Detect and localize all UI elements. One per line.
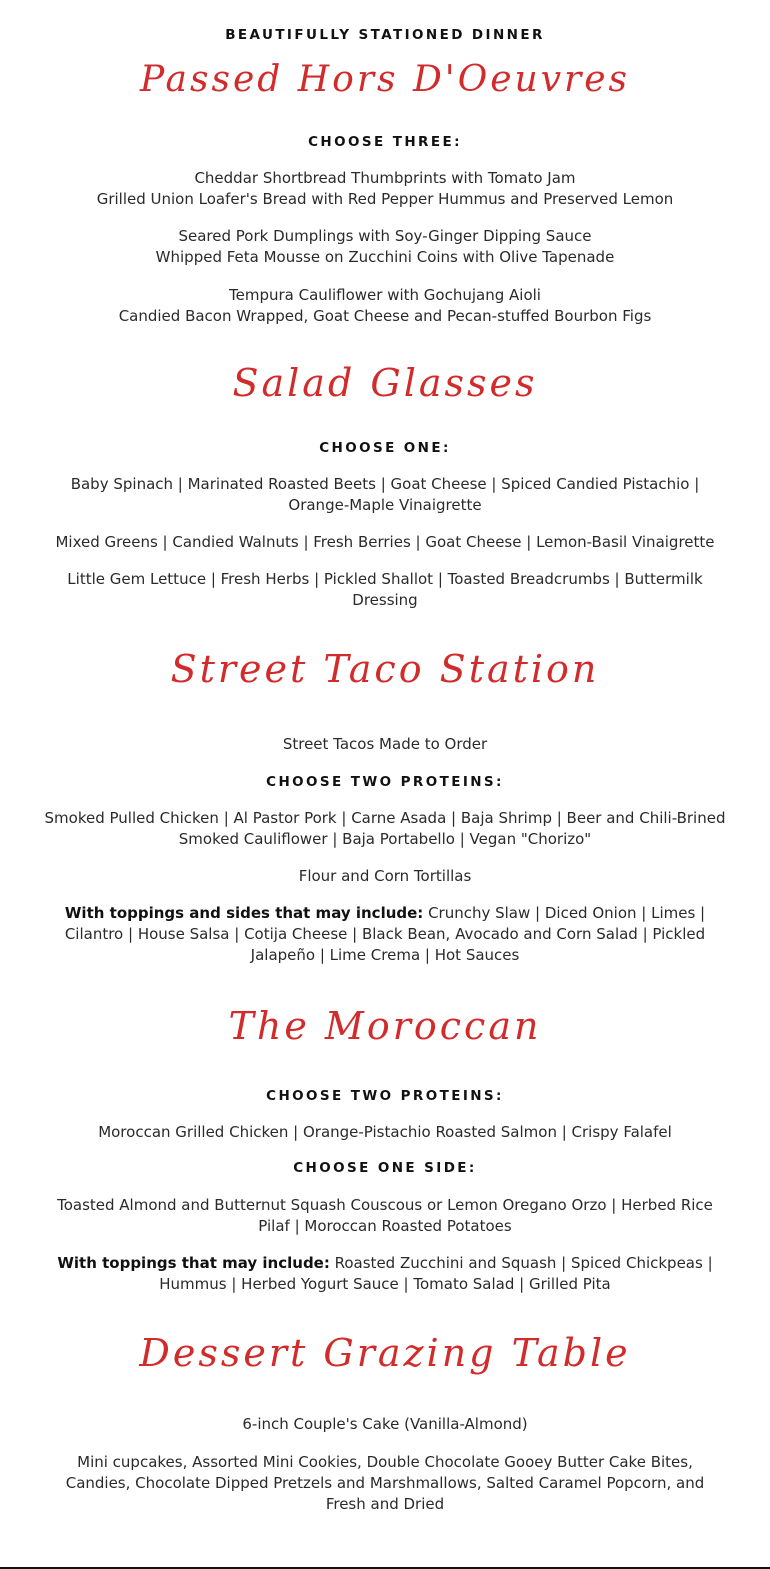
moroccan-toppings-list: Roasted Zucchini and Squash | Spiced Chickpeas | Hummus | Herbed Yogurt Sauce | Tomato Salad | Grilled Pita [159, 1253, 713, 1293]
hors-doeuvres-item: Whipped Feta Mousse on Zucchini Coins with Olive Tapenade [155, 247, 615, 266]
hors-doeuvres-item: Candied Bacon Wrapped, Goat Cheese and Pecan-stuffed Bourbon Figs [118, 306, 652, 325]
hors-doeuvres-item: Tempura Cauliflower with Gochujang Aioli [229, 285, 541, 304]
taco-toppings-list: Crunchy Slaw | Diced Onion | Limes | Cilantro | House Salsa | Cotija Cheese | Black Bean, Avocado and Corn Salad | Pickled Jalapeño | Lime Crema | Hot Sauces [64, 904, 706, 965]
salad-option-2: Mixed Greens | Candied Walnuts | Fresh Berries | Goat Cheese | Lemon-Basil Vinaigrette [55, 533, 715, 552]
taco-proteins: Smoked Pulled Chicken | Al Pastor Pork | Carne Asada | Baja Shrimp | Beer and Chili-Brined Smoked Cauliflower | Baja Portabello | Vegan "Chorizo" [44, 809, 726, 849]
section-title-salad: Salad Glasses [232, 360, 538, 405]
hors-doeuvres-group-3 [44, 285, 726, 327]
moroccan-proteins-label: CHOOSE TWO PROTEINS: [266, 1087, 504, 1104]
section-title-dessert: Dessert Grazing Table [139, 1330, 631, 1375]
moroccan-side-label: CHOOSE ONE SIDE: [293, 1159, 477, 1176]
hors-doeuvres-choose-label: CHOOSE THREE: [308, 133, 462, 150]
hors-doeuvres-group-1 [44, 168, 726, 210]
salad-option-1: Baby Spinach | Marinated Roasted Beets | Goat Cheese | Spiced Candied Pistachio | Orange-Maple Vinaigrette [70, 475, 700, 515]
section-title-moroccan: The Moroccan [228, 1004, 542, 1049]
hors-doeuvres-item: Cheddar Shortbread Thumbprints with Tomato Jam [194, 168, 576, 187]
dessert-items: Mini cupcakes, Assorted Mini Cookies, Double Chocolate Gooey Butter Cake Bites, Candies, Chocolate Dipped Pretzels and Marshmallows, Salted Caramel Popcorn, and Fresh and Dried [65, 1452, 705, 1513]
taco-intro: Street Tacos Made to Order [282, 735, 488, 754]
hors-doeuvres-item: Grilled Union Loafer's Bread with Red Pepper Hummus and Preserved Lemon [96, 189, 674, 208]
taco-toppings [44, 903, 726, 966]
moroccan-proteins: Moroccan Grilled Chicken | Orange-Pistachio Roasted Salmon | Crispy Falafel [98, 1122, 672, 1141]
dessert-cake: 6-inch Couple's Cake (Vanilla-Almond) [242, 1414, 528, 1433]
taco-choose-label: CHOOSE TWO PROTEINS: [266, 774, 504, 791]
hors-doeuvres-item: Seared Pork Dumplings with Soy-Ginger Dipping Sauce [178, 226, 592, 245]
salad-choose-label: CHOOSE ONE: [319, 440, 451, 457]
event-title: BEAUTIFULLY STATIONED DINNER [225, 27, 545, 43]
taco-tortillas: Flour and Corn Tortillas [298, 867, 472, 886]
moroccan-sides: Toasted Almond and Butternut Squash Couscous or Lemon Oregano Orzo | Herbed Rice Pilaf | Moroccan Roasted Potatoes [57, 1195, 713, 1235]
section-title-hors-doeuvres: Passed Hors D'Oeuvres [139, 59, 631, 100]
taco-toppings-label: With toppings and sides that may include: [64, 904, 424, 923]
moroccan-toppings-label: With toppings that may include: [57, 1253, 330, 1272]
section-title-taco: Street Taco Station [170, 647, 600, 692]
moroccan-toppings [44, 1253, 726, 1295]
salad-option-3: Little Gem Lettuce | Fresh Herbs | Pickled Shallot | Toasted Breadcrumbs | Buttermilk Dressing [67, 570, 703, 610]
hors-doeuvres-group-2 [44, 226, 726, 268]
